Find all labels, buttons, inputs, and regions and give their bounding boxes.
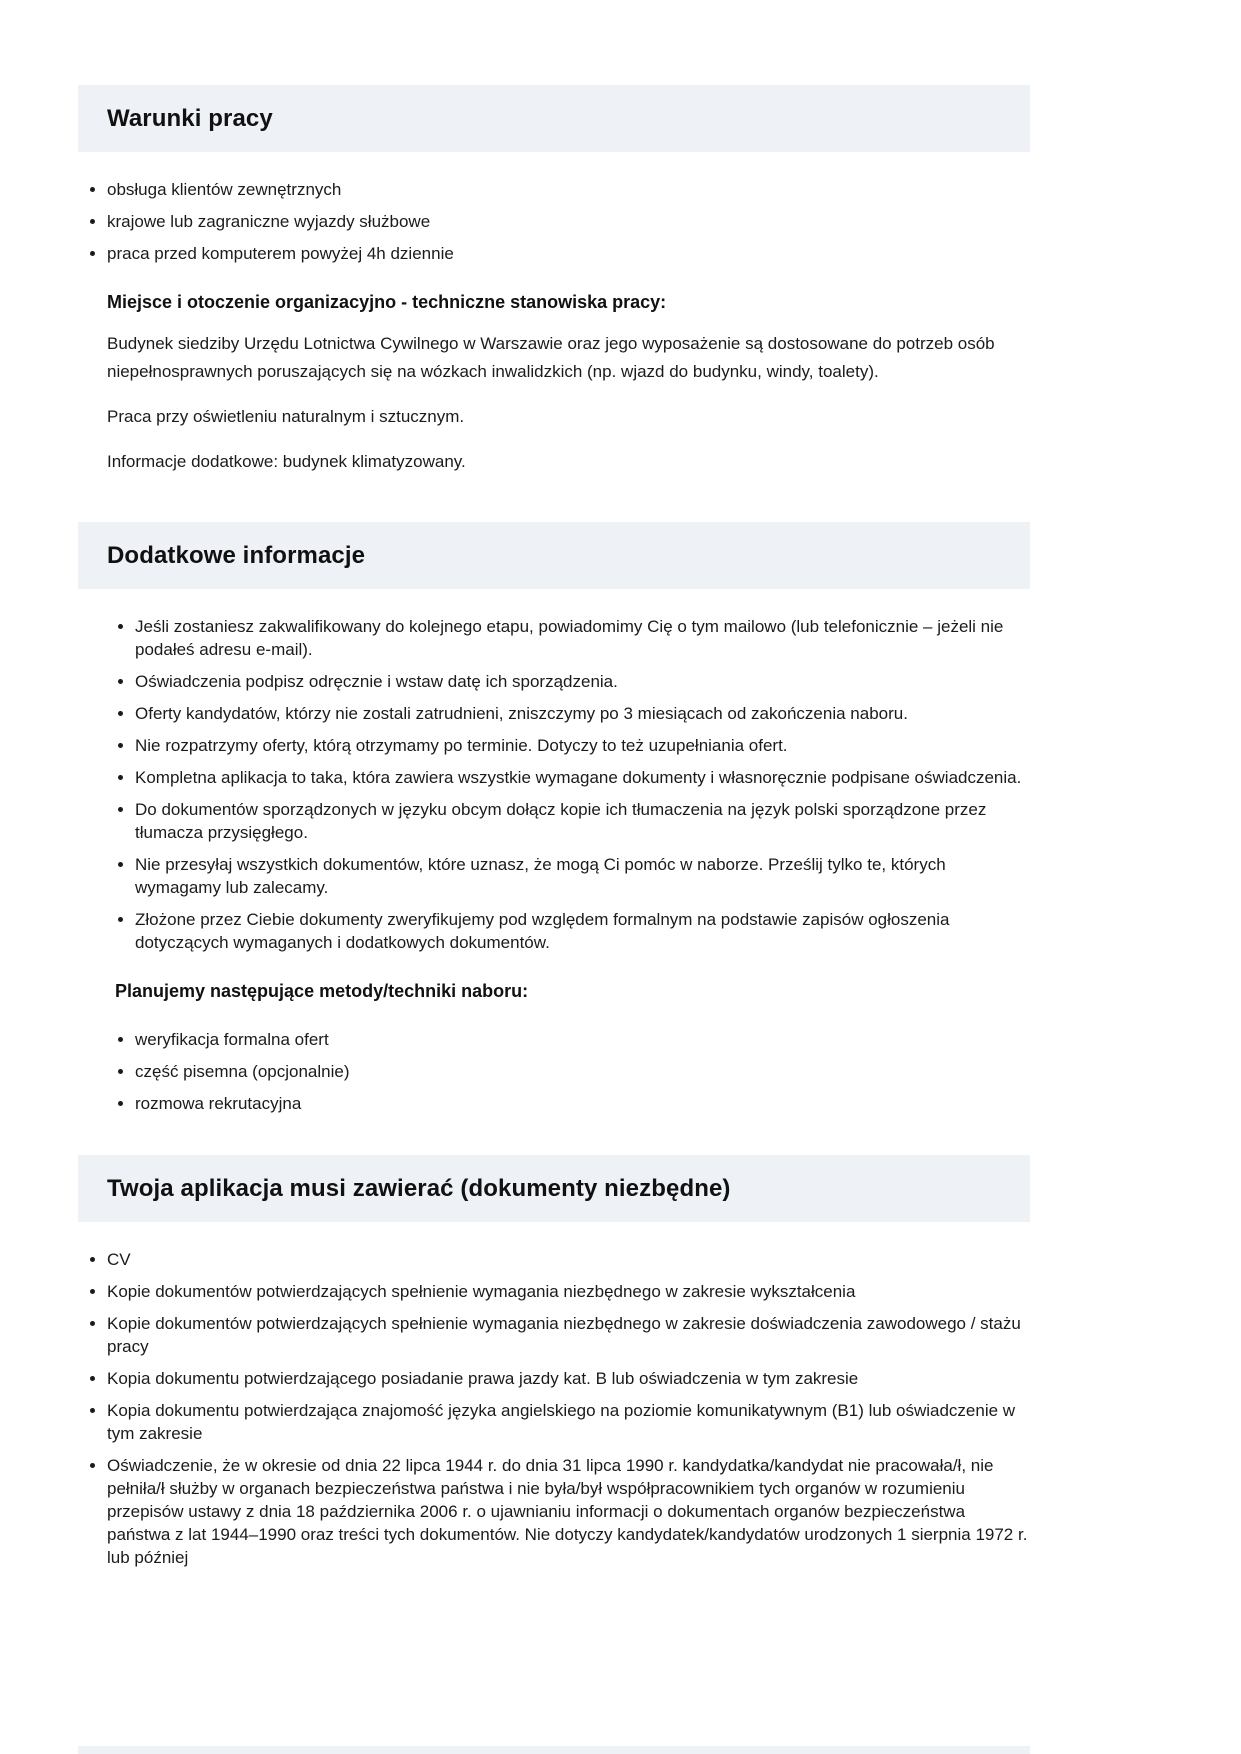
paragraph-budynek: Budynek siedziby Urzędu Lotnictwa Cywilnego w Warszawie oraz jego wyposażenie są dostosowane do potrzeb osób niepełnosprawnych poruszających się na wózkach inwalidzkich (np. wjazd do budynku, windy, toalety). (107, 334, 995, 381)
list-item: • część pisemna (opcjonalnie) (135, 1060, 1030, 1083)
list-item: • Kopia dokumentu potwierdzająca znajomość języka angielskiego na poziomie komunikatywnym (B1) lub oświadczenie w tym zakresie (107, 1399, 1030, 1445)
section-dodatkowe-informacje (78, 522, 1030, 1115)
list-item: • Do dokumentów sporządzonych w języku obcym dołącz kopie ich tłumaczenia na język polski sporządzone przez tłumacza przysięgłego. (135, 798, 1030, 844)
section-header-dodatkowe-informacje (78, 522, 1030, 589)
section-title-warunki-pracy: Warunki pracy (107, 104, 273, 132)
additional-info-list (78, 615, 1030, 954)
list-item: • krajowe lub zagraniczne wyjazdy służbowe (107, 210, 1030, 233)
list-item: • praca przed komputerem powyżej 4h dziennie (107, 242, 1030, 265)
paragraph-oswietlenie: Praca przy oświetleniu naturalnym i sztucznym. (107, 407, 465, 426)
list-item: • Kopie dokumentów potwierdzających spełnienie wymagania niezbędnego w zakresie wykształcenia (107, 1280, 1030, 1303)
list-item: • Jeśli zostaniesz zakwalifikowany do kolejnego etapu, powiadomimy Cię o tym mailowo (lub telefonicznie – jeżeli nie podałeś adresu e-mail). (135, 615, 1030, 661)
subheading-metody-naboru: Planujemy następujące metody/techniki naboru: (115, 981, 529, 1001)
section-warunki-pracy (78, 85, 1030, 476)
list-item: • obsługa klientów zewnętrznych (107, 178, 1030, 201)
list-item: • rozmowa rekrutacyjna (135, 1092, 1030, 1115)
section-twoja-aplikacja (78, 1155, 1030, 1569)
list-item: • Kompletna aplikacja to taka, która zawiera wszystkie wymagane dokumenty i własnoręcznie podpisane oświadczenia. (135, 766, 1030, 789)
list-item: • Oświadczenie, że w okresie od dnia 22 lipca 1944 r. do dnia 31 lipca 1990 r. kandydatka/kandydat nie pracowała/ł, nie pełniła/ł służby w organach bezpieczeństwa państwa i nie była/był współpracownikiem tych organów w rozumieniu przepisów ustawy z dnia 18 października 2006 r. o ujawnianiu informacji o dokumentach organów bezpieczeństwa państwa z lat 1944–1990 oraz treści tych dokumentów. Nie dotyczy kandydatek/kandydatów urodzonych 1 sierpnia 1972 r. lub później (107, 1454, 1030, 1569)
section-header-twoja-aplikacja (78, 1155, 1030, 1222)
section-title-dodatkowe-informacje: Dodatkowe informacje (107, 541, 366, 569)
list-item: • Kopia dokumentu potwierdzającego posiadanie prawa jazdy kat. B lub oświadczenia w tym zakresie (107, 1367, 1030, 1390)
paragraph-klimatyzacja: Informacje dodatkowe: budynek klimatyzowany. (107, 452, 466, 471)
recruitment-methods-list (78, 1028, 1030, 1115)
list-item: • Kopie dokumentów potwierdzających spełnienie wymagania niezbędnego w zakresie doświadczenia zawodowego / stażu pracy (107, 1312, 1030, 1358)
section-title-twoja-aplikacja: Twoja aplikacja musi zawierać (dokumenty niezbędne) (107, 1174, 731, 1202)
list-item: • weryfikacja formalna ofert (135, 1028, 1030, 1051)
required-documents-list (78, 1248, 1030, 1569)
list-item: • Złożone przez Ciebie dokumenty zweryfikujemy pod względem formalnym na podstawie zapisów ogłoszenia dotyczących wymaganych i dodatkowych dokumentów. (135, 908, 1030, 954)
list-item: • Oferty kandydatów, którzy nie zostali zatrudnieni, zniszczymy po 3 miesiącach od zakończenia naboru. (135, 702, 1030, 725)
list-item: • Nie przesyłaj wszystkich dokumentów, które uznasz, że mogą Ci pomóc w naborze. Prześlij tylko te, których wymagamy lub zalecamy. (135, 853, 1030, 899)
list-item: • Nie rozpatrzymy oferty, którą otrzymamy po terminie. Dotyczy to też uzupełniania ofert. (135, 734, 1030, 757)
next-section-header-partial (78, 1746, 1030, 1754)
work-conditions-list (78, 178, 1030, 265)
subheading-miejsce-otoczenie: Miejsce i otoczenie organizacyjno - techniczne stanowiska pracy: (107, 292, 667, 312)
list-item: • CV (107, 1248, 1030, 1271)
list-item: • Oświadczenia podpisz odręcznie i wstaw datę ich sporządzenia. (135, 670, 1030, 693)
page-content (78, 0, 1030, 1569)
section-header-warunki-pracy (78, 85, 1030, 152)
